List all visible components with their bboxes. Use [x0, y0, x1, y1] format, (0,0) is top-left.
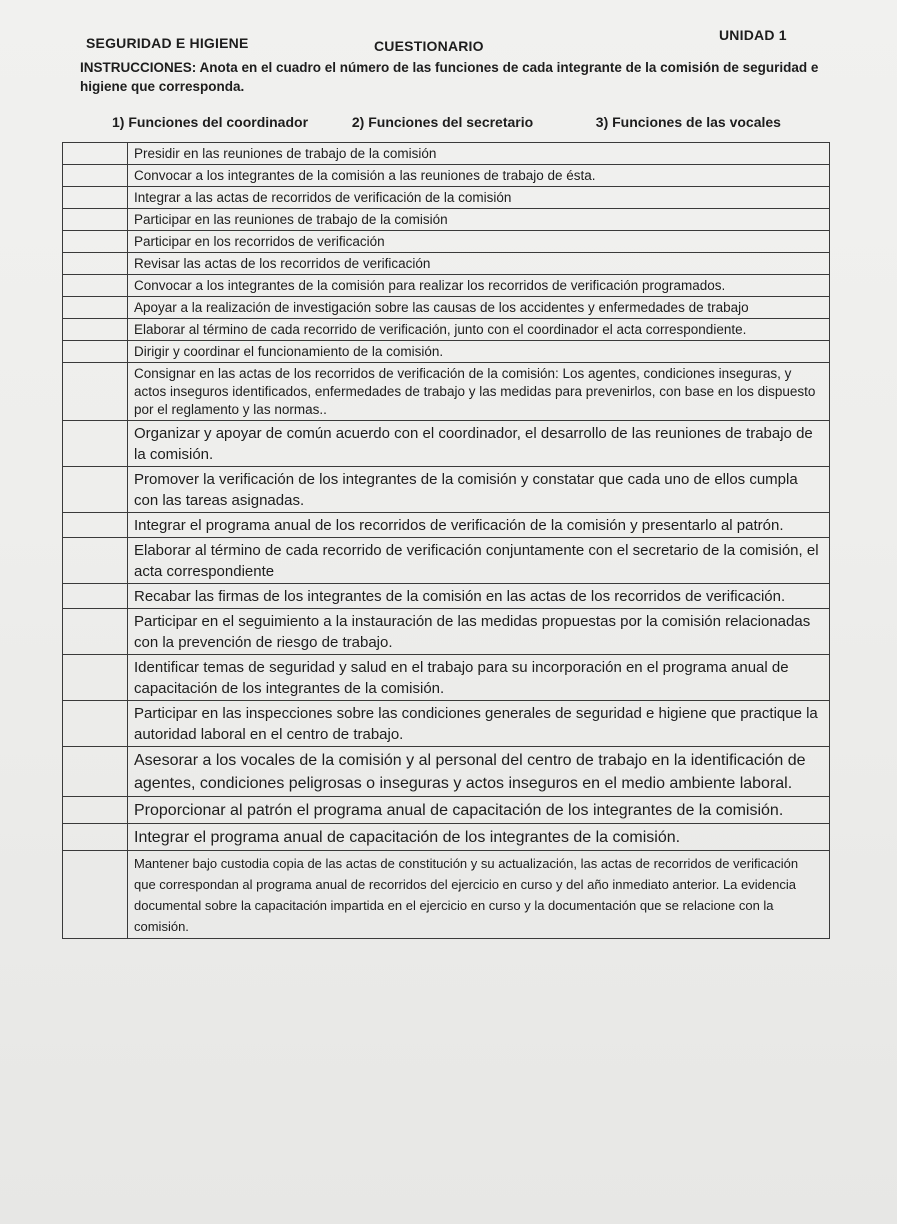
- answer-box[interactable]: [62, 143, 128, 164]
- answer-box[interactable]: [62, 187, 128, 208]
- function-text: Convocar a los integrantes de la comisión a las reuniones de trabajo de ésta.: [128, 165, 830, 186]
- answer-box[interactable]: [62, 363, 128, 420]
- function-text: Identificar temas de seguridad y salud en el trabajo para su incorporación en el programa anual de capacitación de los integrantes de la comisión.: [128, 655, 830, 700]
- table-row: [62, 165, 830, 187]
- table-row: [62, 231, 830, 253]
- table-row: [62, 187, 830, 209]
- answer-box[interactable]: [62, 275, 128, 296]
- table-row: [62, 851, 830, 939]
- instructions-text: INSTRUCCIONES: Anota en el cuadro el número de las funciones de cada integrante de la comisión de seguridad e higiene que corresponda.: [80, 60, 819, 94]
- section-headings: [112, 114, 832, 130]
- function-text: Consignar en las actas de los recorridos de verificación de la comisión: Los agentes, condiciones inseguras, y actos inseguros identificados, enfermedades de trabajo y las medidas para prevenirlos, con base en los dispuesto por el reglamento y las normas..: [128, 363, 830, 420]
- document-type: CUESTIONARIO: [374, 38, 484, 54]
- answer-box[interactable]: [62, 797, 128, 823]
- function-text: Apoyar a la realización de investigación sobre las causas de los accidentes y enfermedades de trabajo: [128, 297, 830, 318]
- answer-box[interactable]: [62, 297, 128, 318]
- table-row: [62, 341, 830, 363]
- answer-box[interactable]: [62, 421, 128, 466]
- table-row: [62, 421, 830, 467]
- function-text: Participar en el seguimiento a la instauración de las medidas propuestas por la comisión relacionadas con la prevención de riesgo de trabajo.: [128, 609, 830, 654]
- table-row: [62, 609, 830, 655]
- function-text: Recabar las firmas de los integrantes de la comisión en las actas de los recorridos de verificación.: [128, 584, 830, 608]
- section-coordinator: 1) Funciones del coordinador: [112, 114, 309, 130]
- answer-box[interactable]: [62, 209, 128, 230]
- table-row: [62, 467, 830, 513]
- function-text: Revisar las actas de los recorridos de verificación: [128, 253, 830, 274]
- answer-box[interactable]: [62, 165, 128, 186]
- function-text: Presidir en las reuniones de trabajo de la comisión: [128, 143, 830, 164]
- answer-box[interactable]: [62, 253, 128, 274]
- answer-box[interactable]: [62, 701, 128, 746]
- function-text: Mantener bajo custodia copia de las actas de constitución y su actualización, las actas de recorridos de verificación que correspondan al programa anual de recorridos del ejercicio en curso y del año inmediato anterior. La evidencia documental sobre la capacitación impartida en el ejercicio en curso y la documentación que se relacione con la comisión.: [128, 851, 830, 938]
- section-secretary: 2) Funciones del secretario: [351, 114, 534, 130]
- table-row: [62, 319, 830, 341]
- table-row: [62, 297, 830, 319]
- function-text: Dirigir y coordinar el funcionamiento de la comisión.: [128, 341, 830, 362]
- table-row: [62, 363, 830, 421]
- function-text: Integrar el programa anual de los recorridos de verificación de la comisión y presentarlo al patrón.: [128, 513, 830, 537]
- function-text: Participar en los recorridos de verificación: [128, 231, 830, 252]
- table-row: [62, 513, 830, 538]
- table-row: [62, 143, 830, 165]
- function-text: Promover la verificación de los integrantes de la comisión y constatar que cada uno de ellos cumpla con las tareas asignadas.: [128, 467, 830, 512]
- function-text: Asesorar a los vocales de la comisión y al personal del centro de trabajo en la identificación de agentes, condiciones peligrosas o inseguras y actos inseguros en el medio ambiente laboral.: [128, 747, 830, 796]
- answer-box[interactable]: [62, 538, 128, 583]
- table-row: [62, 655, 830, 701]
- function-text: Elaborar al término de cada recorrido de verificación, junto con el coordinador el acta correspondiente.: [128, 319, 830, 340]
- answer-box[interactable]: [62, 467, 128, 512]
- function-text: Organizar y apoyar de común acuerdo con el coordinador, el desarrollo de las reuniones de trabajo de la comisión.: [128, 421, 830, 466]
- answer-box[interactable]: [62, 231, 128, 252]
- answer-box[interactable]: [62, 851, 128, 938]
- subject-title: SEGURIDAD E HIGIENE: [86, 35, 249, 51]
- answer-box[interactable]: [62, 584, 128, 608]
- table-row: [62, 797, 830, 824]
- table-row: [62, 253, 830, 275]
- section-vocals: 3) Funciones de las vocales: [595, 114, 781, 130]
- table-row: [62, 209, 830, 231]
- answer-box[interactable]: [62, 609, 128, 654]
- table-row: [62, 747, 830, 797]
- answer-box[interactable]: [62, 747, 128, 796]
- function-text: Proporcionar al patrón el programa anual de capacitación de los integrantes de la comisión.: [128, 797, 830, 823]
- answer-box[interactable]: [62, 341, 128, 362]
- table-row: [62, 275, 830, 297]
- functions-table: [62, 142, 830, 939]
- function-text: Integrar el programa anual de capacitación de los integrantes de la comisión.: [128, 824, 830, 850]
- table-row: [62, 701, 830, 747]
- function-text: Participar en las inspecciones sobre las condiciones generales de seguridad e higiene que practique la autoridad laboral en el centro de trabajo.: [128, 701, 830, 746]
- table-row: [62, 584, 830, 609]
- table-row: [62, 538, 830, 584]
- function-text: Convocar a los integrantes de la comisión para realizar los recorridos de verificación programados.: [128, 275, 830, 296]
- function-text: Integrar a las actas de recorridos de verificación de la comisión: [128, 187, 830, 208]
- function-text: Participar en las reuniones de trabajo de la comisión: [128, 209, 830, 230]
- answer-box[interactable]: [62, 513, 128, 537]
- function-text: Elaborar al término de cada recorrido de verificación conjuntamente con el secretario de la comisión, el acta correspondiente: [128, 538, 830, 583]
- answer-box[interactable]: [62, 655, 128, 700]
- answer-box[interactable]: [62, 824, 128, 850]
- unit-label: UNIDAD 1: [719, 27, 787, 43]
- table-row: [62, 824, 830, 851]
- answer-box[interactable]: [62, 319, 128, 340]
